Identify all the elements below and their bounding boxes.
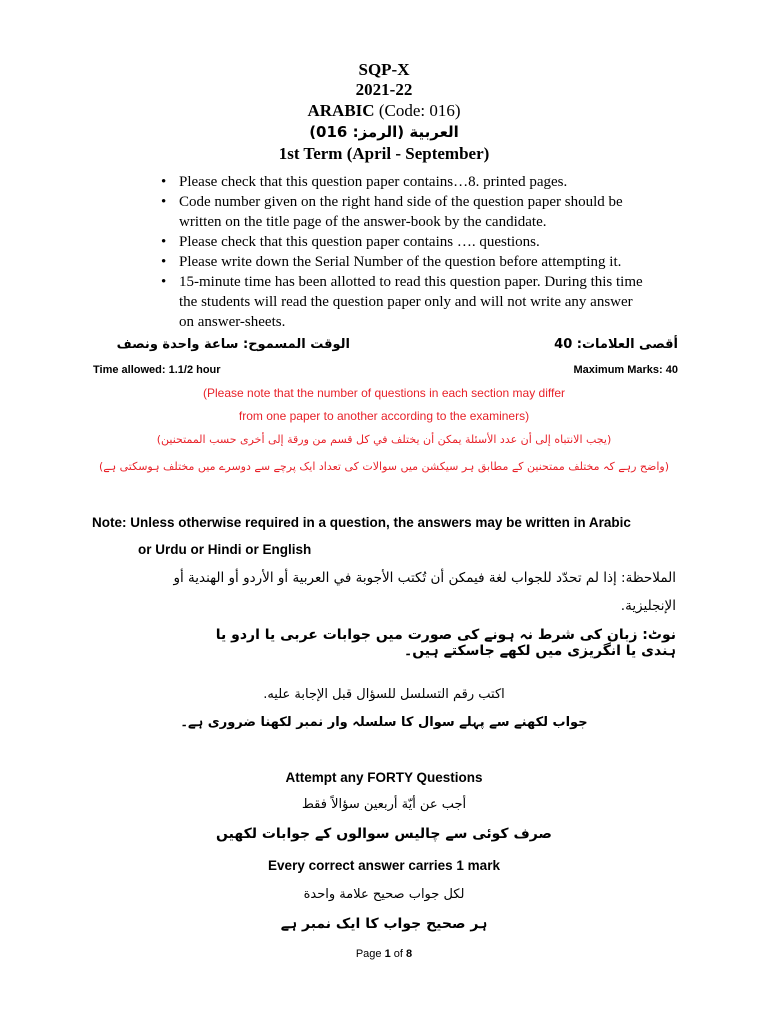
instruction-item: • Please check that this question paper contains…8. printed pages. <box>157 172 647 192</box>
term-line <box>0 144 768 164</box>
page-current: 1 <box>384 948 391 960</box>
time-allowed-arabic: الوقت المسموح: ساعة واحدة ونصف <box>116 337 350 352</box>
instruction-item: • Code number given on the right hand side of the question paper should be written on the title page of the answer-book by the candidate. <box>157 192 647 232</box>
marks-urdu: ہر صحیح جواب کا ایک نمبر ہے <box>280 916 488 932</box>
term-months: (April - September) <box>346 144 490 163</box>
subject-arabic: العربية (الرمز: 016) <box>309 123 459 141</box>
page-total: 8 <box>406 948 413 960</box>
paper-year: 2021-22 <box>355 80 413 99</box>
instruction-item: • Please write down the Serial Number of the question before attempting it. <box>157 252 647 272</box>
page-number <box>0 948 768 960</box>
max-marks-arabic: أقصى العلامات: 40 <box>554 337 678 352</box>
instruction-item: • Please check that this question paper contains …. questions. <box>157 232 647 252</box>
red-note-english-line2: from one paper to another according to the examiners) <box>238 409 530 423</box>
page-prefix: Page <box>355 948 385 960</box>
instructions-list <box>157 172 647 332</box>
serial-note-arabic: اكتب رقم التسلسل للسؤال قبل الإجابة عليه. <box>263 687 505 702</box>
page-of: of <box>390 948 407 960</box>
attempt-arabic: أجب عن أيّة أربعين سؤالاً فقط <box>301 797 467 812</box>
subject-name: ARABIC <box>307 101 375 120</box>
subject-line <box>0 101 768 121</box>
paper-code: SQP-X <box>358 60 410 79</box>
red-note-urdu: (واضح رہے کہ مختلف ممتحنین کے مطابق ہر سیکشن میں سوالات کی تعداد ایک پرچے سے دوسرے میں مختلف ہوسکتی ہے) <box>98 460 670 473</box>
language-note-english-line2: or Urdu or Hindi or English <box>138 542 312 557</box>
term-name: 1st Term <box>278 144 343 163</box>
red-note-english-line1: (Please note that the number of questions in each section may differ <box>203 386 565 400</box>
marks-english: Every correct answer carries 1 mark <box>268 858 500 873</box>
attempt-urdu: صرف کوئی سے چالیس سوالوں کے جوابات لکھیں <box>216 826 552 842</box>
subject-code: (Code: 016) <box>378 101 461 120</box>
red-note-arabic: (يجب الانتباه إلى أن عدد الأسئلة يمكن أن يختلف في كل قسم من ورقة إلى أخرى حسب الممتحنين) <box>156 433 612 446</box>
serial-note-urdu: جواب لکھنے سے پہلے سوال کا سلسلہ وار نمبر لکھنا ضروری ہے۔ <box>180 715 588 730</box>
time-allowed-english: Time allowed: 1.1/2 hour <box>93 364 221 376</box>
marks-arabic: لكل جواب صحيح علامة واحدة <box>303 887 465 902</box>
attempt-english: Attempt any FORTY Questions <box>285 770 483 785</box>
language-note-arabic-line1: الملاحظة: إذا لم تحدّد للجواب لغة فيمكن أن تُكتب الأجوبة في العربية أو الأردو أو الهندية أو <box>173 570 676 586</box>
language-note-english-line1: Note: Unless otherwise required in a question, the answers may be written in Arabic <box>92 515 631 530</box>
max-marks-english: Maximum Marks: 40 <box>573 364 678 376</box>
instruction-item: • 15-minute time has been allotted to read this question paper. During this time the students will read the question paper only and will not write any answer on answer-sheets. <box>157 272 647 332</box>
language-note-arabic-line2: الإنجليزية. <box>620 598 676 614</box>
language-note-urdu: نوٹ: زبان کی شرط نہ ہونے کی صورت میں جوابات عربی یا اردو یا ہندی یا انگریزی میں لکھے جاسکتے ہیں۔ <box>215 627 676 659</box>
